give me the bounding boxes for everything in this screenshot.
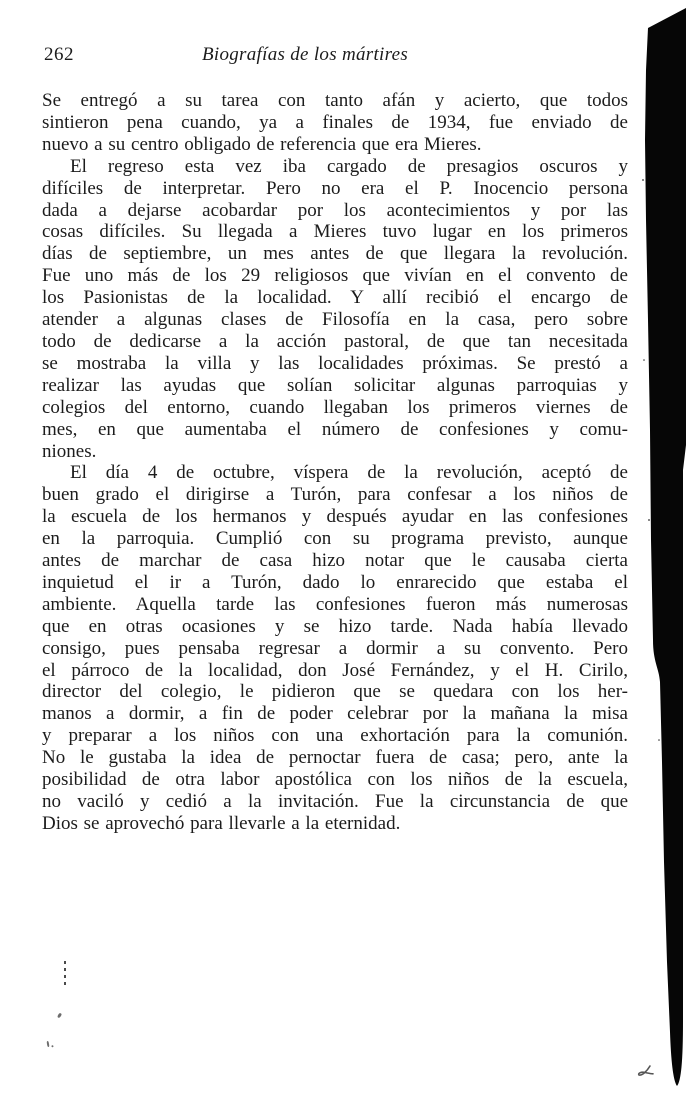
text-line: en la parroquia. Cumplió con su programa previsto, aunque [42, 528, 628, 550]
text-line: no vaciló y cedió a la invitación. Fue la circunstancia de que [42, 791, 628, 812]
margin-speck-artifact [46, 1041, 49, 1047]
text-line: la escuela de los hermanos y después ayudar en las confesiones [42, 506, 628, 528]
text-line: realizar las ayudas que solían solicitar algunas parroquias y [42, 374, 628, 396]
margin-dash-artifact [64, 961, 66, 986]
text-line: los Pasionistas de la localidad. Y allí recibió el encargo de [42, 287, 628, 309]
text-line: que en otras ocasiones y se hizo tarde. Nada había llevado [42, 615, 628, 637]
page-header [42, 44, 628, 68]
margin-speck-artifact [57, 1013, 62, 1019]
text-line: mes, en que aumentaba el número de confesiones y comu- [42, 418, 628, 440]
running-title: Biografías de los mártires [201, 44, 409, 65]
text-line: y preparar a los niños con una exhortación para la comunión. [42, 725, 628, 747]
text-line: Se entregó a su tarea con tanto afán y acierto, que todos [42, 90, 628, 111]
text-line: Dios se aprovechó para llevarle a la eternidad. [42, 812, 401, 834]
body-text [42, 90, 628, 835]
text-line: director del colegio, le pidieron que se quedara con los her- [42, 681, 628, 703]
text-line: días de septiembre, un mes antes de que llegara la revolución. [42, 243, 628, 265]
text-line: buen grado el dirigirse a Turón, para confesar a los niños de [42, 484, 628, 506]
text-line: El regreso esta vez iba cargado de presagios oscuros y [70, 155, 628, 177]
text-line: colegios del entorno, cuando llegaban los primeros viernes de [42, 396, 628, 418]
text-line: Fue uno más de los 29 religiosos que vivían en el convento de [42, 265, 628, 287]
text-line: antes de marchar de casa hizo notar que le causaba cierta [42, 550, 628, 572]
page-number: 262 [44, 44, 74, 65]
paragraph [42, 90, 628, 156]
text-line: difíciles de interpretar. Pero no era el P. Inocencio persona [42, 177, 628, 199]
paragraph [42, 462, 628, 834]
text-line: se mostraba la villa y las localidades próximas. Se prestó a [42, 352, 628, 374]
text-line: sintieron pena cuando, ya a finales de 1934, fue enviado de [42, 111, 628, 133]
text-line: cosas difíciles. Su llegada a Mieres tuvo lugar en los primeros [42, 221, 628, 243]
text-line: atender a algunas clases de Filosofía en la casa, pero sobre [42, 309, 628, 331]
text-line: nuevo a su centro obligado de referencia que era Mieres. [42, 133, 482, 155]
text-line: el párroco de la localidad, don José Fernández, y el H. Cirilo, [42, 659, 628, 681]
paragraph [42, 156, 628, 463]
text-line: niones. [42, 440, 97, 462]
text-line: inquietud el ir a Turón, dado lo enrarecido que estaba el [42, 571, 628, 593]
text-line: ambiente. Aquella tarde las confesiones fueron más numerosas [42, 593, 628, 615]
text-line: posibilidad de otra labor apostólica con los niños de la escuela, [42, 769, 628, 791]
text-line: todo de dedicarse a la acción pastoral, de que tan necesitada [42, 330, 628, 352]
text-line: El día 4 de octubre, víspera de la revolución, aceptó de [70, 462, 628, 484]
text-line: dada a dejarse acobardar por los acontecimientos y por las [42, 199, 628, 221]
text-line: manos a dormir, a fin de poder celebrar por la mañana la misa [42, 703, 628, 725]
text-line: No le gustaba la idea de pernoctar fuera de casa; pero, ante la [42, 747, 628, 769]
text-line: consigo, pues pensaba regresar a dormir a su convento. Pero [42, 637, 628, 659]
